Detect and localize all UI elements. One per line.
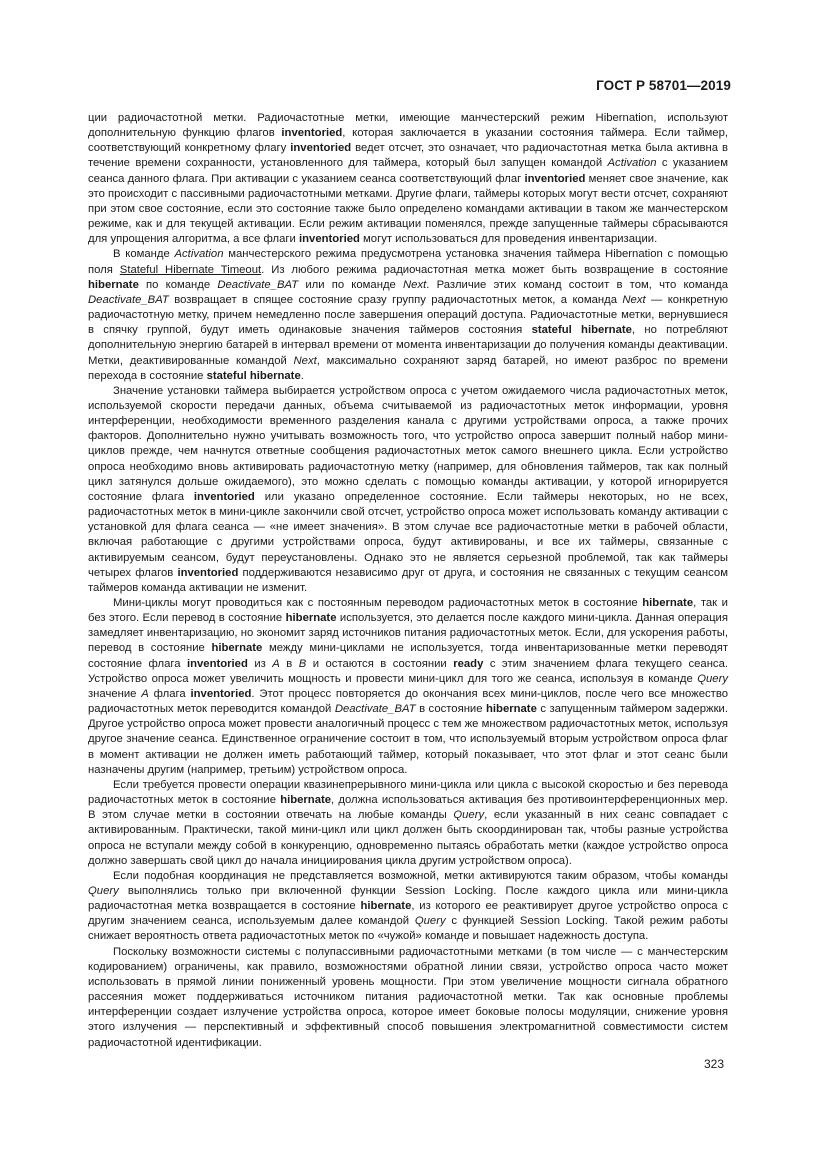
paragraph-2	[88, 247, 728, 383]
text-run: в состояние	[415, 703, 486, 716]
bold-term: inventoried	[193, 490, 255, 503]
italic-term: Next	[293, 354, 317, 367]
bold-term: inventoried	[524, 172, 586, 185]
text-run: значение	[88, 687, 142, 700]
bold-term: stateful hibernate	[531, 324, 632, 337]
text-run: В команде	[113, 248, 175, 261]
bold-term: inventoried	[177, 566, 239, 579]
italic-term: B	[298, 657, 307, 670]
italic-term: Deactivate_BAT	[334, 703, 416, 716]
page-number: 323	[703, 1057, 724, 1071]
text-run: флага	[148, 687, 191, 700]
text-run: Если подобная координация не представляется возможной, метки активируются таким образом, чтобы команды	[113, 869, 728, 882]
paragraph-3	[88, 384, 728, 596]
bold-term: hibernate	[211, 642, 263, 655]
bold-term: hibernate	[642, 597, 694, 609]
text-run: с запущенным таймером задержки. Другое устройство опроса может провести аналогичный процесс с тем же множеством радиочастотных меток, используя другое значение сеанса. Единственное ограничение состоит в том, что используемый вторым устройством опроса флаг в момент активации не должен иметь работающий таймер, который показывает, что этот флаг и этот сеанс были назначены другим (например, третьим) устройством опроса.	[88, 703, 729, 776]
paragraph-4	[88, 596, 728, 778]
text-run: или указано определенное состояние. Если таймеры некоторых, но не всех, радиочастотных меток в мини-цикле закончили свой отсчет, устройство опроса может использовать команду активации с установкой для флага сеанса — «не имеет значения». В этом случае все радиочастотные метки в рабочей области, включая работающие с другими устройствами опроса, будут активированы, и все их таймеры, связанные с активируемым сеансом, будут переустановлены. Однако это не является серьезной проблемой, так как таймеры четырех флагов	[88, 490, 729, 579]
text-run: по команде	[138, 278, 218, 291]
text-run: , должна использоваться активация без противоинтерференционных мер. В этом случае метки в состоянии отвечать на любые команды	[88, 794, 728, 822]
text-run: манчестерского режима предусмотрена установка значения таймера Hibernation с помощью поля	[88, 248, 729, 276]
italic-term: Query	[88, 884, 119, 897]
paragraph-6	[88, 869, 728, 945]
text-run: ведет отсчет, это означает, что радиочастотная метка была активна в течение времени сохранности, установленного для таймера, который был запущен командой	[88, 142, 729, 170]
text-run: , так и без этого. Если перевод в состояние	[88, 597, 728, 625]
text-run: , которая заключается в указании состояния таймера. Если таймер, соответствующий конкретному флагу	[88, 127, 729, 155]
text-run: . Различие этих команд состоит в том, что команда	[426, 278, 728, 291]
text-run: Значение установки таймера выбирается устройством опроса с учетом ожидаемого числа радиочастотных меток, используемой скорости передачи данных, объема считываемой из радиочастотных меток информации, уровня интерференции, необходимости временного разделения канала с другими устройствами опроса, а также прочих факторов. Дополнительно нужно учитывать возможность того, что устройство опроса завершит полный набор мини-циклов прежде, чем начнутся ответные сообщения радиочастотных меток самого внешнего цикла. Если устройство опроса необходимо вновь активировать радиочастотную метку (например, для обновления таймеров, так как полный цикл затянулся дольше ожидаемого), это можно сделать с помощью команды активации, у которой игнорируется состояние флага	[88, 384, 728, 503]
italic-term: Activation	[174, 248, 224, 261]
text-run: — конкретную радиочастотную метку, причем немедленно после завершения операций доступа. Радиочастотные метки, вернувшиеся в спячку группой, будут иметь одинаковые значения таймеров состояния	[88, 293, 728, 337]
bold-term: hibernate	[280, 794, 332, 807]
italic-term: A	[272, 657, 280, 670]
text-run: ции радиочастотной метки. Радиочастотные метки, имеющие манчестерский режим Hibernation, используют дополнительную функцию флагов	[88, 112, 728, 140]
italic-term: Deactivate_BAT	[217, 278, 299, 291]
text-run: . Этот процесс повторяется до окончания всех мини-циклов, после чего все множество радиочастотных меток переводится командой	[88, 687, 729, 716]
text-run: , максимально сохраняют заряд батарей, но имеют разброс по времени перехода в состояние	[88, 354, 728, 382]
text-run: Поскольку возможности системы с полупассивными радиочастотными метками (в том числе — с манчестерским кодированием) ограничены, как правило, возможностями обратной линии связи, устройство опроса часто может использовать в прямой линии пониженный уровень мощности. При этом увеличение мощности сигнала обратного рассеяния может поддерживаться источником питания радиочастотной метки. Так как основные проблемы интерференции создает излучение устройства опроса, которое имеет боковые полосы модуляции, снижение уровня этого излучения — перспективный и эффективный способ повышения электромагнитной совместимости систем радиочастотной идентификации.	[88, 945, 728, 1049]
text-run: с этим значением флага текущего сеанса. Устройство опроса может увеличить мощность и провести мини-цикл для того же сеанса, используя в команде	[88, 657, 729, 685]
text-run: , если указанный в них сеанс совпадает с активированным. Практически, такой мини-цикл или цикл должен быть скоординирован так, чтобы разные устройства опроса не вступали между собой в конкуренцию, одновременно пытаясь обработать метки (каждое устройство опроса должно завершать свой цикл до начала инициирования цикла другим устройством опроса).	[88, 809, 729, 867]
text-run: Если требуется провести операции квазинепрерывного мини-цикла или цикла с высокой скоростью и без перевода радиочастотных меток в состояние	[88, 778, 728, 807]
text-run: поддерживаются независимо друг от друга, и состояния не связанных с текущим сеансом таймеров команда активации не изменит.	[88, 566, 728, 594]
bold-term: ready	[453, 657, 484, 670]
text-run: , из которого ее реактивирует другое устройство опроса с другим значением сеанса, используемым далее командой	[88, 900, 728, 928]
paragraph-1	[88, 111, 728, 247]
italic-term: A	[141, 687, 149, 700]
text-run: и остаются в состоянии	[306, 657, 454, 670]
text-run: используется, это делается после каждого мини-цикла. Данная операция замедляет инвентаризацию, но экономит заряд источников питания радиочастотных меток. Если, для ускорения работы, перевод в состояние	[88, 612, 728, 655]
bold-term: inventoried	[290, 142, 352, 155]
bold-term: inventoried	[186, 657, 248, 670]
text-run: с указанием сеанса данного флага. При активации с указанием сеанса соответствующий флаг	[88, 157, 728, 185]
text-run: между мини-циклами не используется, тогда инвентаризованные метки переводят состояние флага	[88, 642, 728, 670]
text-run: в	[279, 657, 299, 670]
document-body	[88, 111, 728, 1051]
text-run: или по команде	[298, 278, 404, 291]
bold-term: hibernate	[285, 612, 337, 625]
text-run: Мини-циклы могут проводиться как с постоянным переводом радиочастотных меток в состояние	[113, 597, 643, 609]
text-run: из	[247, 657, 273, 670]
italic-term: Activation	[607, 157, 657, 170]
text-run: с функцией Session Locking. Такой режим работы снижает вероятность ответа радиочастотных меток по «чужой» команде и повышает надежность доступа.	[88, 915, 728, 943]
document-standard-header: ГОСТ Р 58701—2019	[596, 78, 731, 93]
text-run: возвращает в спящее состояние сразу группу радиочастотных меток, а команда	[168, 293, 623, 306]
bold-term: inventoried	[190, 687, 252, 700]
text-run: .	[300, 369, 304, 382]
italic-term: Query	[414, 915, 446, 928]
paragraph-7	[88, 945, 728, 1051]
text-run: выполнялись только при включенной функции Session Locking. После каждого цикла или мини-цикла радиочастотная метка возвращается в состояние	[88, 884, 728, 913]
text-run: могут использоваться для проведения инвентаризации.	[359, 233, 658, 246]
underlined-term: Stateful Hibernate Timeout	[119, 263, 262, 276]
bold-term: inventoried	[281, 127, 343, 140]
bold-term: hibernate	[360, 900, 412, 913]
bold-term: hibernate	[486, 703, 537, 716]
italic-term: Query	[453, 809, 485, 822]
italic-term: Query	[697, 672, 728, 685]
bold-term: stateful hibernate	[206, 369, 301, 382]
italic-term: Next	[403, 278, 427, 291]
text-run: , но потребляют дополнительную энергию батарей в интервал времени от момента инвентаризации до получения команды деактивации. Метки, деактивированные командой	[88, 324, 728, 367]
italic-term: Next	[622, 293, 646, 306]
bold-term: hibernate	[88, 278, 139, 291]
text-run: меняет свое значение, как это происходит с пассивными радиочастотными метками. Другие флаги, таймеры которых могут вести отсчет, сохраняют при этом свое состояние, если это состояние также было определено командами активации в таком же манчестерском режиме, как и для текущей активации. Если режим активации поменялся, прежде запущенные таймеры сбрасываются для упрощения алгоритма, а все флаги	[88, 172, 728, 246]
italic-term: Deactivate_BAT	[88, 293, 169, 306]
paragraph-5	[88, 778, 728, 869]
bold-term: inventoried	[299, 233, 360, 246]
text-run: . Из любого режима радиочастотная метка может быть возвращение в состояние	[261, 263, 728, 276]
